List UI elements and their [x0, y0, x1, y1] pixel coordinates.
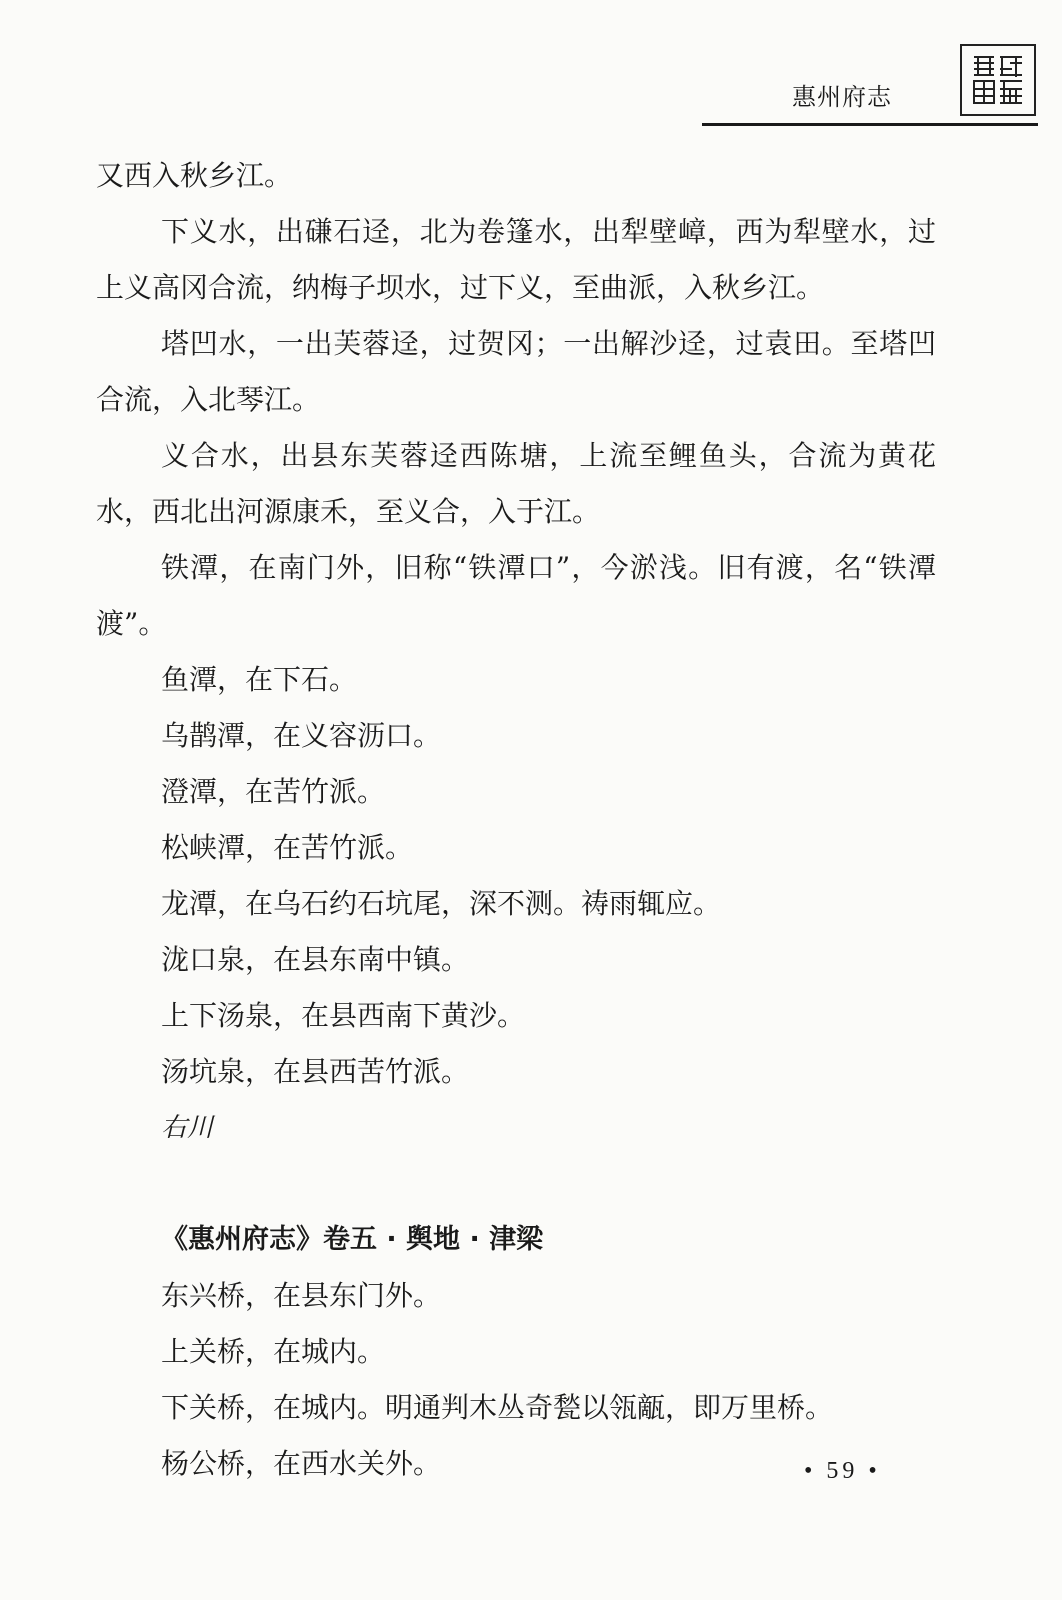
entry-line: 鱼潭，在下石。 — [161, 663, 358, 696]
entry-line: 松峡潭，在苦竹派。 — [161, 831, 414, 864]
seal-stamp — [960, 44, 1036, 116]
seal-icon — [970, 53, 1026, 107]
bridge-entry: 上关桥，在城内。 — [161, 1335, 386, 1368]
entry-line: 汤坑泉，在县西苦竹派。 — [161, 1055, 470, 1088]
page-number: • 59 • — [804, 1458, 881, 1484]
entry-line: 乌鹊潭，在义容沥口。 — [161, 719, 442, 752]
paragraph: 又西入秋乡江。 — [96, 159, 293, 192]
header-rule — [702, 123, 1038, 126]
paragraph: 塔凹水，一出芙蓉迳，过贺冈；一出解沙迳，过袁田。至塔凹合流，入北琴江。 — [96, 327, 936, 416]
section-note: 右川 — [161, 1113, 214, 1143]
bridge-entry: 杨公桥，在西水关外。 — [161, 1447, 442, 1480]
bridge-entry: 下关桥，在城内。明通判木丛奇甃以瓴甋，即万里桥。 — [161, 1391, 834, 1424]
entry-line: 龙潭，在乌石约石坑尾，深不测。祷雨辄应。 — [161, 887, 722, 920]
entry-line: 上下汤泉，在县西南下黄沙。 — [161, 999, 526, 1032]
bridge-entry: 东兴桥，在县东门外。 — [161, 1279, 442, 1312]
running-title: 惠州府志 — [792, 83, 892, 111]
section-heading: 《惠州府志》卷五 · 舆地 · 津梁 — [161, 1224, 544, 1255]
paragraph: 义合水，出县东芙蓉迳西陈塘，上流至鲤鱼头，合流为黄花水，西北出河源康禾，至义合，入于江。 — [96, 439, 936, 528]
paragraph: 铁潭，在南门外，旧称“铁潭口”，今淤浅。旧有渡，名“铁潭渡”。 — [96, 551, 936, 640]
paragraph: 下义水，出磏石迳，北为卷篷水，出犁壁嶂，西为犁壁水，过上义高冈合流，纳梅子坝水，过下义，至曲派，入秋乡江。 — [96, 215, 936, 304]
main-text — [96, 148, 936, 1492]
spacer — [96, 1156, 936, 1212]
entry-line: 澄潭，在苦竹派。 — [161, 775, 386, 808]
entry-line: 泷口泉，在县东南中镇。 — [161, 943, 470, 976]
